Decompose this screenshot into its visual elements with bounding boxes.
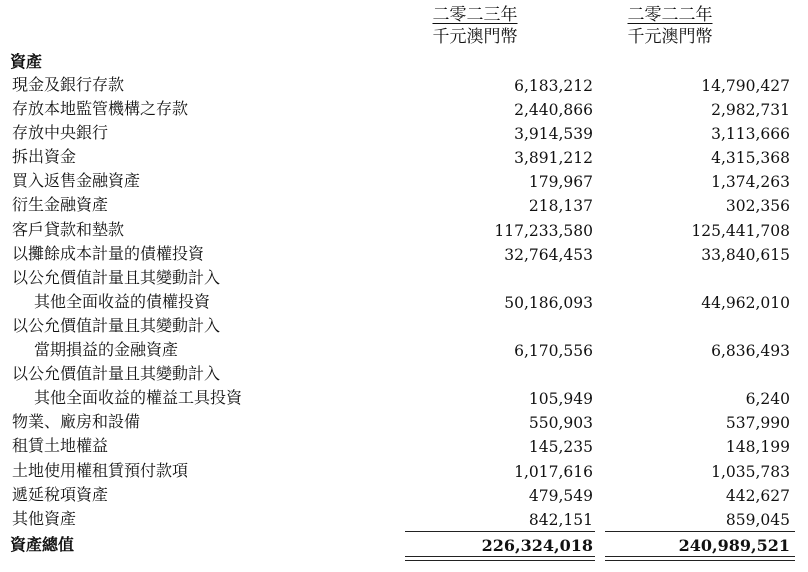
row-value-2022: 2,982,731 [711, 101, 790, 120]
table-row [0, 290, 808, 314]
total-double-rule-2023 [405, 556, 595, 561]
row-label: 存放本地監管機構之存款 [12, 99, 189, 119]
subtotal-rule-2022 [605, 531, 795, 532]
row-value-2023: 3,891,212 [514, 149, 593, 168]
table-row [0, 362, 808, 386]
row-value-2023: 117,233,580 [494, 221, 593, 240]
row-label: 以公允價值計量且其變動計入 [12, 364, 221, 384]
row-value-2023: 2,440,866 [514, 101, 593, 120]
total-double-rule-2022 [605, 556, 795, 561]
row-value-2022: 859,045 [725, 510, 790, 529]
table-row [0, 242, 808, 266]
table-row [0, 266, 808, 290]
row-value-2022: 1,035,783 [711, 462, 790, 481]
subtotal-rule-2023 [405, 531, 595, 532]
row-label: 其他全面收益的債權投資 [34, 291, 211, 311]
row-value-2022: 125,441,708 [691, 221, 790, 240]
row-value-2023: 550,903 [528, 414, 593, 433]
section-title: 資產 [10, 52, 43, 71]
column-header-2022 [545, 4, 745, 48]
table-row [0, 73, 808, 97]
row-value-2023: 50,186,093 [504, 293, 593, 312]
row-label: 其他資產 [12, 508, 77, 528]
total-value-2022: 240,989,521 [678, 536, 790, 555]
table-row [0, 97, 808, 121]
column-header-2023 [350, 4, 550, 48]
row-value-2022: 537,990 [725, 414, 790, 433]
row-value-2023: 1,017,616 [514, 462, 593, 481]
row-value-2022: 6,836,493 [711, 342, 790, 361]
row-value-2023: 6,170,556 [514, 342, 593, 361]
row-value-2023: 32,764,453 [504, 245, 593, 264]
row-value-2022: 44,962,010 [701, 293, 790, 312]
row-value-2022: 302,356 [725, 197, 790, 216]
total-row [0, 534, 808, 558]
row-value-2022: 14,790,427 [701, 77, 790, 95]
table-row [0, 434, 808, 458]
table-row [0, 193, 808, 217]
column-year-2022: 二零二二年 [627, 5, 713, 25]
column-year-2023: 二零二三年 [432, 5, 518, 25]
row-value-2022: 6,240 [745, 390, 790, 409]
row-value-2023: 3,914,539 [514, 125, 593, 144]
row-value-2022: 4,315,368 [711, 149, 790, 168]
row-label: 物業、廠房和設備 [12, 412, 141, 432]
table-row [0, 386, 808, 410]
row-label: 存放中央銀行 [12, 123, 109, 143]
row-value-2022: 33,840,615 [701, 245, 790, 264]
row-label: 租賃土地權益 [12, 436, 109, 456]
total-value-2023: 226,324,018 [481, 536, 593, 555]
row-value-2022: 442,627 [725, 486, 790, 505]
row-value-2023: 842,151 [528, 510, 593, 529]
row-label: 遞延稅項資產 [12, 484, 109, 504]
row-label: 以公允價值計量且其變動計入 [12, 315, 221, 335]
table-row [0, 314, 808, 338]
row-label: 買入返售金融資產 [12, 171, 141, 191]
table-row [0, 459, 808, 483]
table-row [0, 483, 808, 507]
row-value-2023: 6,183,212 [514, 77, 593, 95]
table-row [0, 121, 808, 145]
row-label: 衍生金融資產 [12, 195, 109, 215]
row-value-2023: 105,949 [528, 390, 593, 409]
row-value-2022: 3,113,666 [711, 125, 790, 144]
row-value-2023: 218,137 [528, 197, 593, 216]
row-label: 土地使用權租賃預付款項 [12, 460, 189, 480]
row-value-2022: 148,199 [725, 438, 790, 457]
row-value-2022: 1,374,263 [711, 173, 790, 192]
asset-rows [0, 73, 808, 531]
row-label: 其他全面收益的權益工具投資 [34, 388, 243, 408]
table-row [0, 410, 808, 434]
table-row [0, 145, 808, 169]
row-label: 以公允價值計量且其變動計入 [12, 267, 221, 287]
row-label: 拆出資金 [12, 147, 77, 167]
row-value-2023: 145,235 [528, 438, 593, 457]
row-label: 當期損益的金融資產 [34, 340, 179, 360]
total-label: 資產總值 [10, 535, 75, 554]
column-unit-2022: 千元澳門幣 [627, 27, 713, 47]
table-row [0, 169, 808, 193]
table-row [0, 338, 808, 362]
row-value-2023: 479,549 [528, 486, 593, 505]
row-label: 現金及銀行存款 [12, 75, 125, 94]
row-value-2023: 179,967 [528, 173, 593, 192]
column-unit-2023: 千元澳門幣 [432, 27, 518, 47]
table-row [0, 218, 808, 242]
row-label: 以攤餘成本計量的債權投資 [12, 243, 205, 263]
table-row [0, 507, 808, 531]
row-label: 客戶貸款和墊款 [12, 219, 125, 239]
